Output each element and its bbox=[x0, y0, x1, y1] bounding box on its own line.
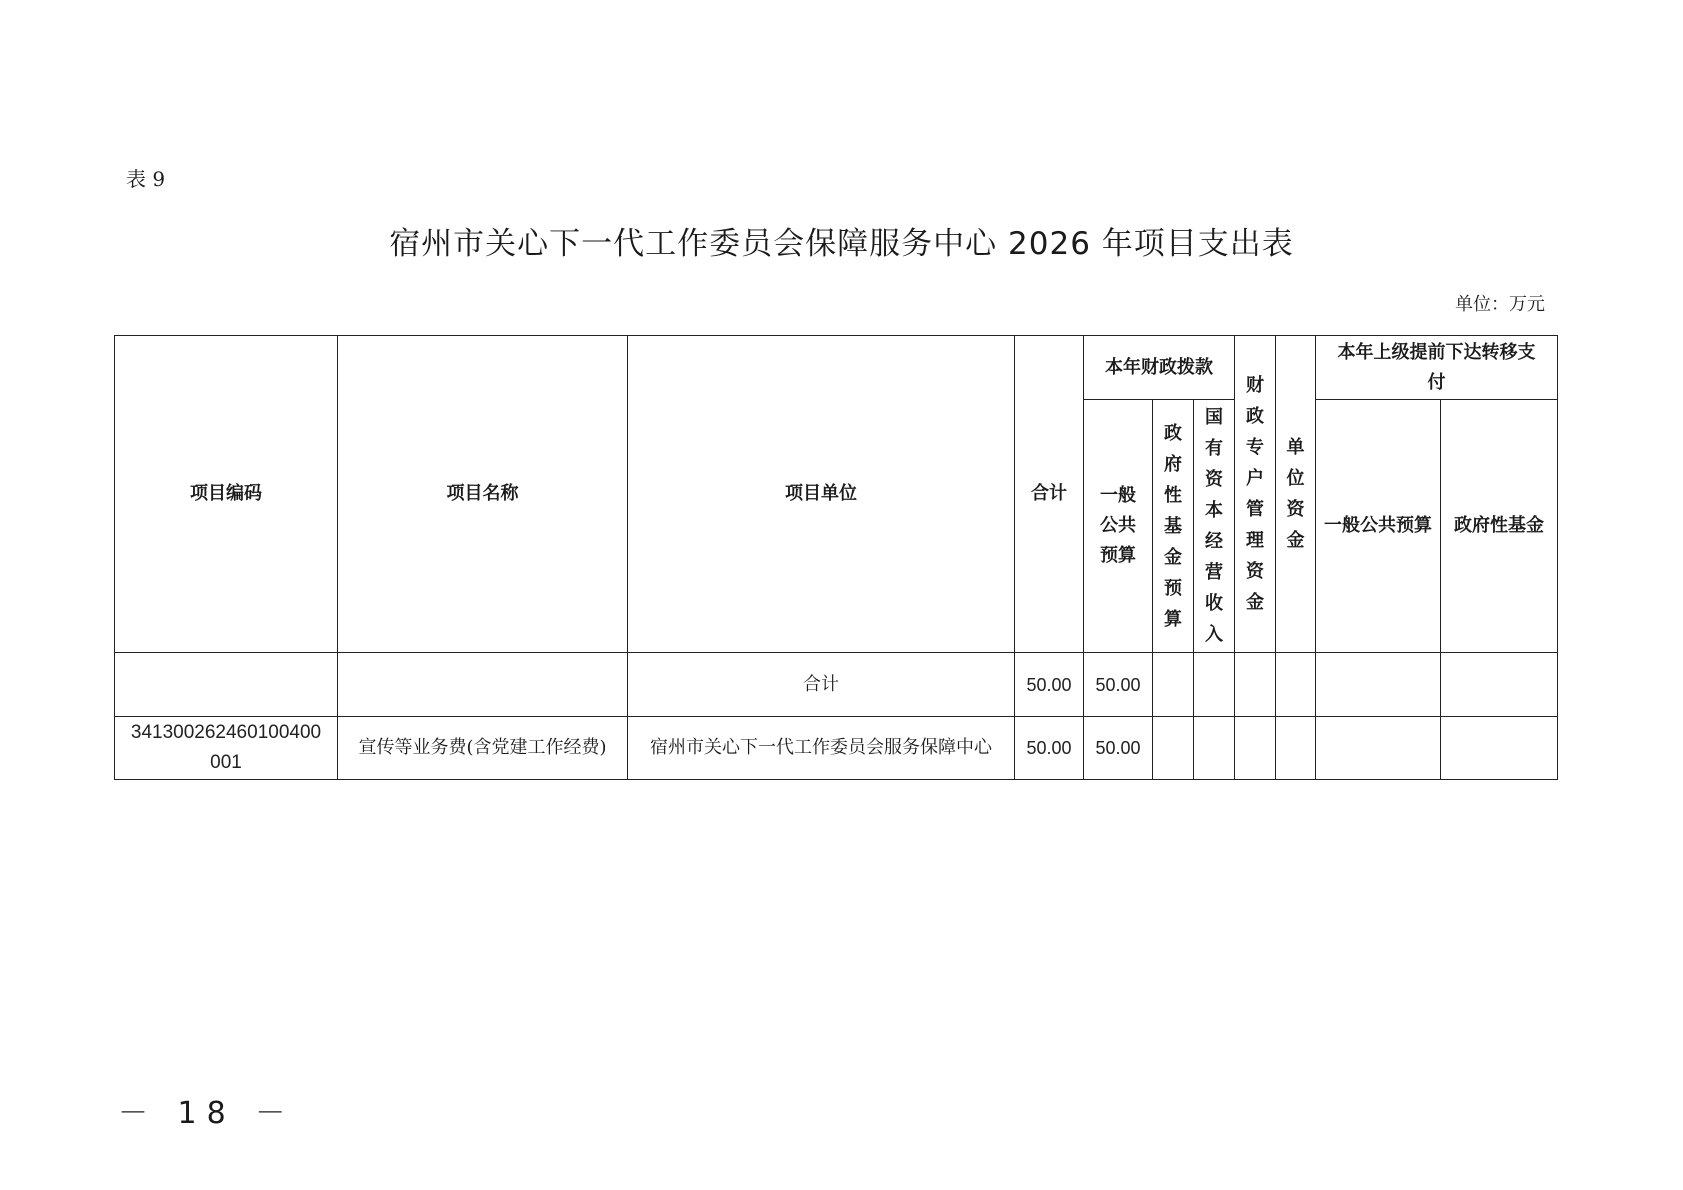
header-transfer-gov-fund: 政府性基金 bbox=[1454, 515, 1545, 536]
cell-unit: 合计 bbox=[628, 653, 1015, 717]
header-total: 合计 bbox=[1015, 336, 1084, 653]
cell-unit-funds bbox=[1276, 717, 1316, 780]
cell-transfer-gov-fund bbox=[1441, 717, 1558, 780]
table-row bbox=[115, 653, 1558, 717]
header-project-code: 项目编码 bbox=[115, 336, 338, 653]
header-gov-fund-budget: 政府性基金预算 bbox=[1164, 422, 1182, 630]
header-state-capital-cell bbox=[1194, 400, 1235, 653]
cell-name bbox=[338, 653, 628, 717]
cell-state-capital bbox=[1194, 653, 1235, 717]
cell-general-budget: 50.00 bbox=[1084, 653, 1153, 717]
table-number: 表 9 bbox=[126, 167, 166, 191]
cell-gov-fund bbox=[1153, 653, 1194, 717]
header-project-name: 项目名称 bbox=[338, 336, 628, 653]
header-unit-funds: 单位资金 bbox=[1286, 437, 1305, 551]
cell-transfer-gov-fund bbox=[1441, 653, 1558, 717]
header-project-unit: 项目单位 bbox=[628, 336, 1015, 653]
cell-general-budget: 50.00 bbox=[1084, 717, 1153, 780]
cell-transfer-general bbox=[1316, 653, 1441, 717]
page-number: － 18 － bbox=[118, 1096, 296, 1131]
header-state-capital: 国有资本经营收入 bbox=[1205, 407, 1223, 645]
cell-code-wrap bbox=[115, 717, 338, 780]
cell-special-account bbox=[1235, 653, 1276, 717]
table-row bbox=[115, 717, 1558, 780]
cell-total: 50.00 bbox=[1015, 653, 1084, 717]
cell-transfer-general bbox=[1316, 717, 1441, 780]
cell-state-capital bbox=[1194, 717, 1235, 780]
header-transfer-general-budget: 一般公共预算 bbox=[1324, 515, 1433, 536]
cell-gov-fund bbox=[1153, 717, 1194, 780]
header-special-account-cell bbox=[1235, 336, 1276, 653]
header-transfer-general-cell bbox=[1316, 400, 1441, 653]
header-transfer-gov-fund-cell bbox=[1441, 400, 1558, 653]
page-title: 宿州市关心下一代工作委员会保障服务中心 2026 年项目支出表 bbox=[389, 226, 1294, 262]
cell-code: 341300262460100400001 bbox=[130, 722, 322, 773]
project-expenditure-table bbox=[114, 335, 1558, 780]
header-unit-funds-cell bbox=[1276, 336, 1316, 653]
cell-code bbox=[115, 653, 338, 717]
header-special-account: 财政专户管理资金 bbox=[1246, 375, 1265, 613]
cell-unit: 宿州市关心下一代工作委员会服务保障中心 bbox=[650, 737, 992, 758]
header-gov-fund-cell bbox=[1153, 400, 1194, 653]
cell-name: 宣传等业务费(含党建工作经费) bbox=[358, 737, 607, 758]
cell-unit-funds bbox=[1276, 653, 1316, 717]
cell-unit-wrap bbox=[628, 717, 1015, 780]
cell-special-account bbox=[1235, 717, 1276, 780]
header-transfer-payment: 本年上级提前下达转移支付 bbox=[1337, 341, 1536, 393]
header-general-budget: 一般公共预算 bbox=[1100, 485, 1136, 566]
cell-total: 50.00 bbox=[1015, 717, 1084, 780]
unit-label: 单位：万元 bbox=[1455, 294, 1545, 315]
header-transfer-payment-cell bbox=[1316, 336, 1558, 400]
header-general-budget-cell bbox=[1084, 400, 1153, 653]
header-fiscal-allocation: 本年财政拨款 bbox=[1084, 336, 1235, 400]
cell-name-wrap bbox=[338, 717, 628, 780]
